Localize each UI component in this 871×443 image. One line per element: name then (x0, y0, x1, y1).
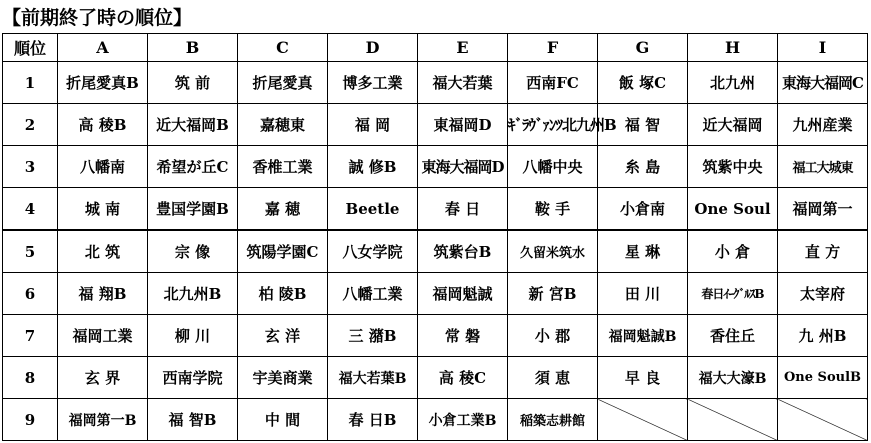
team-cell: 小 倉 (688, 230, 778, 273)
team-cell: 東福岡D (418, 104, 508, 146)
table-row (3, 273, 868, 315)
team-cell: 北九州B (148, 273, 238, 315)
group-header-g: G (598, 34, 688, 62)
team-cell: 福岡工業 (58, 315, 148, 357)
rank-cell: 1 (3, 62, 58, 104)
table-row (3, 188, 868, 231)
team-cell: 八幡工業 (328, 273, 418, 315)
team-cell: 小倉南 (598, 188, 688, 231)
rank-cell: 6 (3, 273, 58, 315)
team-cell: 直 方 (778, 230, 868, 273)
team-cell: 福 智B (148, 399, 238, 441)
table-row (3, 399, 868, 441)
rank-cell: 8 (3, 357, 58, 399)
table-row (3, 315, 868, 357)
team-cell: 香椎工業 (238, 146, 328, 188)
header-row (3, 34, 868, 62)
team-cell: 糸 島 (598, 146, 688, 188)
team-cell: 福岡第一B (58, 399, 148, 441)
table-row (3, 104, 868, 146)
team-cell: One Soul (688, 188, 778, 231)
team-cell: 小 郡 (508, 315, 598, 357)
team-cell: 誠 修B (328, 146, 418, 188)
team-cell: 東海大福岡C (778, 62, 868, 104)
team-cell: 福岡魁誠 (418, 273, 508, 315)
team-cell: 筑 前 (148, 62, 238, 104)
team-cell: 飯 塚C (598, 62, 688, 104)
team-cell: 博多工業 (328, 62, 418, 104)
rank-cell: 5 (3, 230, 58, 273)
team-cell: 九 州B (778, 315, 868, 357)
team-cell: 筑陽学園C (238, 230, 328, 273)
team-cell: One SoulB (778, 357, 868, 399)
team-cell: 城 南 (58, 188, 148, 231)
team-cell: 八幡中央 (508, 146, 598, 188)
table-row (3, 230, 868, 273)
team-cell: 希望が丘C (148, 146, 238, 188)
group-header-a: A (58, 34, 148, 62)
team-cell: 香住丘 (688, 315, 778, 357)
team-cell: 嘉穂東 (238, 104, 328, 146)
team-cell: 北 筑 (58, 230, 148, 273)
team-cell: 嘉 穂 (238, 188, 328, 231)
group-header-f: F (508, 34, 598, 62)
rank-cell: 3 (3, 146, 58, 188)
team-cell: Beetle (328, 188, 418, 231)
team-cell: 豊国学園B (148, 188, 238, 231)
rank-cell: 7 (3, 315, 58, 357)
team-cell: 柳 川 (148, 315, 238, 357)
team-cell: 早 良 (598, 357, 688, 399)
team-cell: 常 磐 (418, 315, 508, 357)
rank-header: 順位 (3, 34, 58, 62)
team-cell: 八幡南 (58, 146, 148, 188)
team-cell: 玄 洋 (238, 315, 328, 357)
group-header-b: B (148, 34, 238, 62)
team-cell: 太宰府 (778, 273, 868, 315)
group-header-e: E (418, 34, 508, 62)
team-cell: 宇美商業 (238, 357, 328, 399)
empty-slash-cell (598, 399, 688, 441)
group-header-c: C (238, 34, 328, 62)
team-cell: 稲築志耕館 (508, 399, 598, 441)
team-cell: 福岡第一 (778, 188, 868, 231)
team-cell: 久留米筑水 (508, 230, 598, 273)
empty-slash-cell (778, 399, 868, 441)
team-cell: 筑紫台B (418, 230, 508, 273)
team-cell: 春日ｲｰｸﾞﾙｽB (688, 273, 778, 315)
team-cell: 福大若葉 (418, 62, 508, 104)
team-cell: 近大福岡B (148, 104, 238, 146)
team-cell: 小倉工業B (418, 399, 508, 441)
table-row (3, 146, 868, 188)
team-cell: 高 稜B (58, 104, 148, 146)
team-cell: 九州産業 (778, 104, 868, 146)
team-cell: 柏 陵B (238, 273, 328, 315)
team-cell: 東海大福岡D (418, 146, 508, 188)
page-title: 【前期終了時の順位】 (2, 7, 193, 29)
team-cell: 春 日B (328, 399, 418, 441)
group-header-i: I (778, 34, 868, 62)
team-cell: 須 恵 (508, 357, 598, 399)
team-cell: 宗 像 (148, 230, 238, 273)
team-cell: 福 岡 (328, 104, 418, 146)
table-row (3, 357, 868, 399)
team-cell: 福 智 (598, 104, 688, 146)
team-cell: 福岡魁誠B (598, 315, 688, 357)
team-cell: 折尾愛真B (58, 62, 148, 104)
team-cell: 玄 界 (58, 357, 148, 399)
team-cell: 高 稜C (418, 357, 508, 399)
group-header-h: H (688, 34, 778, 62)
rank-cell: 4 (3, 188, 58, 231)
team-cell: 三 潴B (328, 315, 418, 357)
rank-cell: 2 (3, 104, 58, 146)
standings-table (2, 33, 868, 441)
team-cell: 中 間 (238, 399, 328, 441)
team-cell: 新 宮B (508, 273, 598, 315)
team-cell: 福 翔B (58, 273, 148, 315)
table-row (3, 62, 868, 104)
group-header-d: D (328, 34, 418, 62)
team-cell: 折尾愛真 (238, 62, 328, 104)
team-cell: 星 琳 (598, 230, 688, 273)
team-cell: 福大大濠B (688, 357, 778, 399)
team-cell: 福工大城東 (778, 146, 868, 188)
team-cell: 春 日 (418, 188, 508, 231)
rank-cell: 9 (3, 399, 58, 441)
team-cell: 近大福岡 (688, 104, 778, 146)
team-cell: 福大若葉B (328, 357, 418, 399)
team-cell: 西南学院 (148, 357, 238, 399)
team-cell: 北九州 (688, 62, 778, 104)
team-cell: 鞍 手 (508, 188, 598, 231)
team-cell: 西南FC (508, 62, 598, 104)
team-cell: 八女学院 (328, 230, 418, 273)
team-cell: 田 川 (598, 273, 688, 315)
empty-slash-cell (688, 399, 778, 441)
team-cell: ｷﾞﾗｳﾞｧﾝﾂ北九州B (508, 104, 598, 146)
team-cell: 筑紫中央 (688, 146, 778, 188)
